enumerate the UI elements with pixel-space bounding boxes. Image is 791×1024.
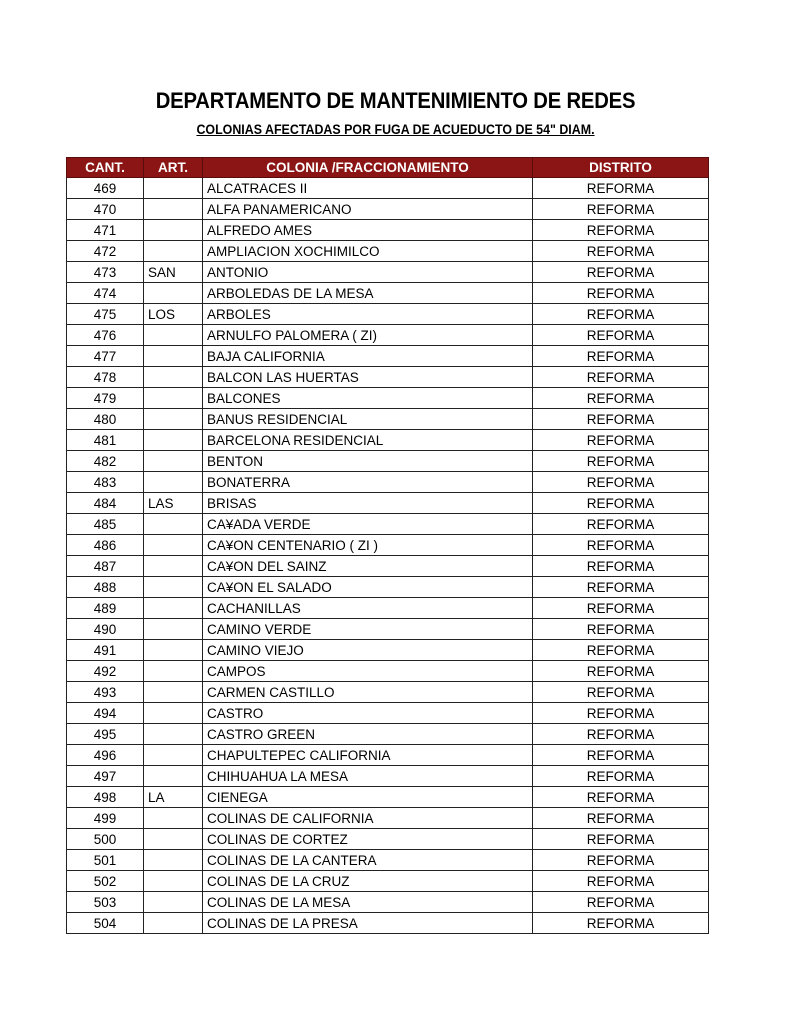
cell-cant: 478 bbox=[67, 367, 144, 388]
cell-colonia: COLINAS DE CALIFORNIA bbox=[203, 808, 533, 829]
cell-distrito: REFORMA bbox=[533, 388, 709, 409]
cell-distrito: REFORMA bbox=[533, 913, 709, 934]
cell-colonia: AMPLIACION XOCHIMILCO bbox=[203, 241, 533, 262]
cell-colonia: CA¥ADA VERDE bbox=[203, 514, 533, 535]
table-row bbox=[67, 577, 709, 598]
cell-cant: 475 bbox=[67, 304, 144, 325]
table-row bbox=[67, 325, 709, 346]
cell-cant: 486 bbox=[67, 535, 144, 556]
cell-art bbox=[144, 283, 203, 304]
cell-colonia: ANTONIO bbox=[203, 262, 533, 283]
cell-cant: 500 bbox=[67, 829, 144, 850]
table-row bbox=[67, 766, 709, 787]
cell-cant: 480 bbox=[67, 409, 144, 430]
cell-distrito: REFORMA bbox=[533, 409, 709, 430]
cell-art bbox=[144, 619, 203, 640]
cell-distrito: REFORMA bbox=[533, 766, 709, 787]
table-row bbox=[67, 199, 709, 220]
cell-cant: 472 bbox=[67, 241, 144, 262]
cell-cant: 483 bbox=[67, 472, 144, 493]
table-header-row bbox=[67, 158, 709, 178]
cell-cant: 484 bbox=[67, 493, 144, 514]
cell-distrito: REFORMA bbox=[533, 850, 709, 871]
cell-art: LOS bbox=[144, 304, 203, 325]
cell-distrito: REFORMA bbox=[533, 556, 709, 577]
cell-distrito: REFORMA bbox=[533, 283, 709, 304]
cell-colonia: CAMPOS bbox=[203, 661, 533, 682]
table-body bbox=[67, 178, 709, 934]
cell-cant: 470 bbox=[67, 199, 144, 220]
cell-art bbox=[144, 724, 203, 745]
cell-distrito: REFORMA bbox=[533, 787, 709, 808]
cell-cant: 482 bbox=[67, 451, 144, 472]
cell-colonia: CHIHUAHUA LA MESA bbox=[203, 766, 533, 787]
table-row bbox=[67, 409, 709, 430]
cell-cant: 499 bbox=[67, 808, 144, 829]
cell-colonia: CACHANILLAS bbox=[203, 598, 533, 619]
table-row bbox=[67, 892, 709, 913]
cell-cant: 495 bbox=[67, 724, 144, 745]
cell-art bbox=[144, 325, 203, 346]
table-row bbox=[67, 514, 709, 535]
column-header-art: ART. bbox=[144, 158, 203, 178]
table-row bbox=[67, 262, 709, 283]
cell-colonia: CAMINO VIEJO bbox=[203, 640, 533, 661]
cell-colonia: ALFREDO AMES bbox=[203, 220, 533, 241]
cell-distrito: REFORMA bbox=[533, 472, 709, 493]
cell-cant: 494 bbox=[67, 703, 144, 724]
cell-distrito: REFORMA bbox=[533, 493, 709, 514]
cell-colonia: BANUS RESIDENCIAL bbox=[203, 409, 533, 430]
cell-distrito: REFORMA bbox=[533, 871, 709, 892]
cell-colonia: CA¥ON EL SALADO bbox=[203, 577, 533, 598]
table-row bbox=[67, 661, 709, 682]
cell-art bbox=[144, 640, 203, 661]
cell-colonia: CAMINO VERDE bbox=[203, 619, 533, 640]
table-row bbox=[67, 472, 709, 493]
table-row bbox=[67, 556, 709, 577]
cell-art bbox=[144, 871, 203, 892]
cell-art bbox=[144, 451, 203, 472]
cell-distrito: REFORMA bbox=[533, 514, 709, 535]
cell-colonia: BAJA CALIFORNIA bbox=[203, 346, 533, 367]
cell-colonia: COLINAS DE CORTEZ bbox=[203, 829, 533, 850]
column-header-distrito: DISTRITO bbox=[533, 158, 709, 178]
cell-art bbox=[144, 535, 203, 556]
cell-colonia: COLINAS DE LA PRESA bbox=[203, 913, 533, 934]
column-header-colonia: COLONIA /FRACCIONAMIENTO bbox=[203, 158, 533, 178]
cell-colonia: BARCELONA RESIDENCIAL bbox=[203, 430, 533, 451]
cell-distrito: REFORMA bbox=[533, 346, 709, 367]
table-row bbox=[67, 829, 709, 850]
cell-art bbox=[144, 913, 203, 934]
cell-colonia: ALFA PANAMERICANO bbox=[203, 199, 533, 220]
table-row bbox=[67, 703, 709, 724]
page-title: DEPARTAMENTO DE MANTENIMIENTO DE REDES bbox=[155, 88, 636, 113]
cell-art bbox=[144, 682, 203, 703]
cell-cant: 487 bbox=[67, 556, 144, 577]
table-row bbox=[67, 682, 709, 703]
cell-distrito: REFORMA bbox=[533, 220, 709, 241]
cell-colonia: CHAPULTEPEC CALIFORNIA bbox=[203, 745, 533, 766]
cell-cant: 489 bbox=[67, 598, 144, 619]
cell-colonia: CARMEN CASTILLO bbox=[203, 682, 533, 703]
cell-distrito: REFORMA bbox=[533, 640, 709, 661]
table-row bbox=[67, 640, 709, 661]
cell-art: LAS bbox=[144, 493, 203, 514]
cell-colonia: COLINAS DE LA CRUZ bbox=[203, 871, 533, 892]
cell-colonia: CA¥ON DEL SAINZ bbox=[203, 556, 533, 577]
table-row bbox=[67, 283, 709, 304]
cell-art bbox=[144, 556, 203, 577]
table-row bbox=[67, 346, 709, 367]
cell-art bbox=[144, 661, 203, 682]
cell-cant: 502 bbox=[67, 871, 144, 892]
cell-cant: 469 bbox=[67, 178, 144, 199]
cell-colonia: CIENEGA bbox=[203, 787, 533, 808]
column-header-cant: CANT. bbox=[67, 158, 144, 178]
cell-colonia: ARBOLEDAS DE LA MESA bbox=[203, 283, 533, 304]
cell-art bbox=[144, 220, 203, 241]
cell-distrito: REFORMA bbox=[533, 661, 709, 682]
cell-art bbox=[144, 514, 203, 535]
cell-distrito: REFORMA bbox=[533, 703, 709, 724]
table-row bbox=[67, 367, 709, 388]
cell-art bbox=[144, 409, 203, 430]
cell-art bbox=[144, 766, 203, 787]
table-row bbox=[67, 430, 709, 451]
cell-cant: 496 bbox=[67, 745, 144, 766]
cell-cant: 503 bbox=[67, 892, 144, 913]
cell-art: LA bbox=[144, 787, 203, 808]
cell-colonia: ALCATRACES II bbox=[203, 178, 533, 199]
cell-art bbox=[144, 892, 203, 913]
table-row bbox=[67, 598, 709, 619]
table-row bbox=[67, 787, 709, 808]
cell-art bbox=[144, 577, 203, 598]
cell-cant: 474 bbox=[67, 283, 144, 304]
cell-art bbox=[144, 178, 203, 199]
cell-art bbox=[144, 703, 203, 724]
page-subtitle: COLONIAS AFECTADAS POR FUGA DE ACUEDUCTO DE 54" DIAM. bbox=[196, 122, 595, 137]
table-row bbox=[67, 451, 709, 472]
cell-distrito: REFORMA bbox=[533, 304, 709, 325]
cell-distrito: REFORMA bbox=[533, 325, 709, 346]
cell-art bbox=[144, 745, 203, 766]
cell-cant: 501 bbox=[67, 850, 144, 871]
table-row bbox=[67, 535, 709, 556]
table-row bbox=[67, 493, 709, 514]
cell-cant: 493 bbox=[67, 682, 144, 703]
cell-art bbox=[144, 199, 203, 220]
table-row bbox=[67, 178, 709, 199]
cell-art: SAN bbox=[144, 262, 203, 283]
table-row bbox=[67, 745, 709, 766]
cell-colonia: CA¥ON CENTENARIO ( ZI ) bbox=[203, 535, 533, 556]
cell-colonia: BRISAS bbox=[203, 493, 533, 514]
cell-cant: 488 bbox=[67, 577, 144, 598]
colonias-table bbox=[66, 157, 709, 934]
cell-distrito: REFORMA bbox=[533, 808, 709, 829]
cell-colonia: COLINAS DE LA MESA bbox=[203, 892, 533, 913]
cell-distrito: REFORMA bbox=[533, 430, 709, 451]
cell-colonia: BENTON bbox=[203, 451, 533, 472]
cell-distrito: REFORMA bbox=[533, 598, 709, 619]
cell-colonia: BONATERRA bbox=[203, 472, 533, 493]
cell-distrito: REFORMA bbox=[533, 619, 709, 640]
table-row bbox=[67, 304, 709, 325]
cell-colonia: ARBOLES bbox=[203, 304, 533, 325]
cell-cant: 473 bbox=[67, 262, 144, 283]
cell-distrito: REFORMA bbox=[533, 724, 709, 745]
table-row bbox=[67, 808, 709, 829]
cell-distrito: REFORMA bbox=[533, 178, 709, 199]
cell-colonia: CASTRO bbox=[203, 703, 533, 724]
cell-distrito: REFORMA bbox=[533, 745, 709, 766]
cell-colonia: COLINAS DE LA CANTERA bbox=[203, 850, 533, 871]
cell-distrito: REFORMA bbox=[533, 892, 709, 913]
cell-art bbox=[144, 472, 203, 493]
cell-distrito: REFORMA bbox=[533, 241, 709, 262]
cell-colonia: ARNULFO PALOMERA ( ZI) bbox=[203, 325, 533, 346]
table-row bbox=[67, 871, 709, 892]
cell-art bbox=[144, 808, 203, 829]
cell-art bbox=[144, 598, 203, 619]
cell-distrito: REFORMA bbox=[533, 367, 709, 388]
cell-distrito: REFORMA bbox=[533, 829, 709, 850]
cell-art bbox=[144, 430, 203, 451]
cell-colonia: BALCONES bbox=[203, 388, 533, 409]
table-row bbox=[67, 619, 709, 640]
cell-art bbox=[144, 850, 203, 871]
cell-art bbox=[144, 829, 203, 850]
cell-cant: 471 bbox=[67, 220, 144, 241]
cell-cant: 477 bbox=[67, 346, 144, 367]
table-row bbox=[67, 241, 709, 262]
table-row bbox=[67, 388, 709, 409]
cell-distrito: REFORMA bbox=[533, 682, 709, 703]
cell-cant: 492 bbox=[67, 661, 144, 682]
cell-distrito: REFORMA bbox=[533, 451, 709, 472]
cell-cant: 481 bbox=[67, 430, 144, 451]
cell-cant: 476 bbox=[67, 325, 144, 346]
cell-colonia: BALCON LAS HUERTAS bbox=[203, 367, 533, 388]
cell-art bbox=[144, 241, 203, 262]
table-row bbox=[67, 724, 709, 745]
table-row bbox=[67, 850, 709, 871]
table-row bbox=[67, 220, 709, 241]
cell-art bbox=[144, 367, 203, 388]
cell-distrito: REFORMA bbox=[533, 262, 709, 283]
cell-colonia: CASTRO GREEN bbox=[203, 724, 533, 745]
table-row bbox=[67, 913, 709, 934]
cell-distrito: REFORMA bbox=[533, 577, 709, 598]
cell-distrito: REFORMA bbox=[533, 535, 709, 556]
cell-cant: 479 bbox=[67, 388, 144, 409]
cell-distrito: REFORMA bbox=[533, 199, 709, 220]
cell-cant: 491 bbox=[67, 640, 144, 661]
cell-cant: 497 bbox=[67, 766, 144, 787]
cell-cant: 498 bbox=[67, 787, 144, 808]
cell-cant: 490 bbox=[67, 619, 144, 640]
cell-cant: 504 bbox=[67, 913, 144, 934]
cell-cant: 485 bbox=[67, 514, 144, 535]
cell-art bbox=[144, 388, 203, 409]
cell-art bbox=[144, 346, 203, 367]
